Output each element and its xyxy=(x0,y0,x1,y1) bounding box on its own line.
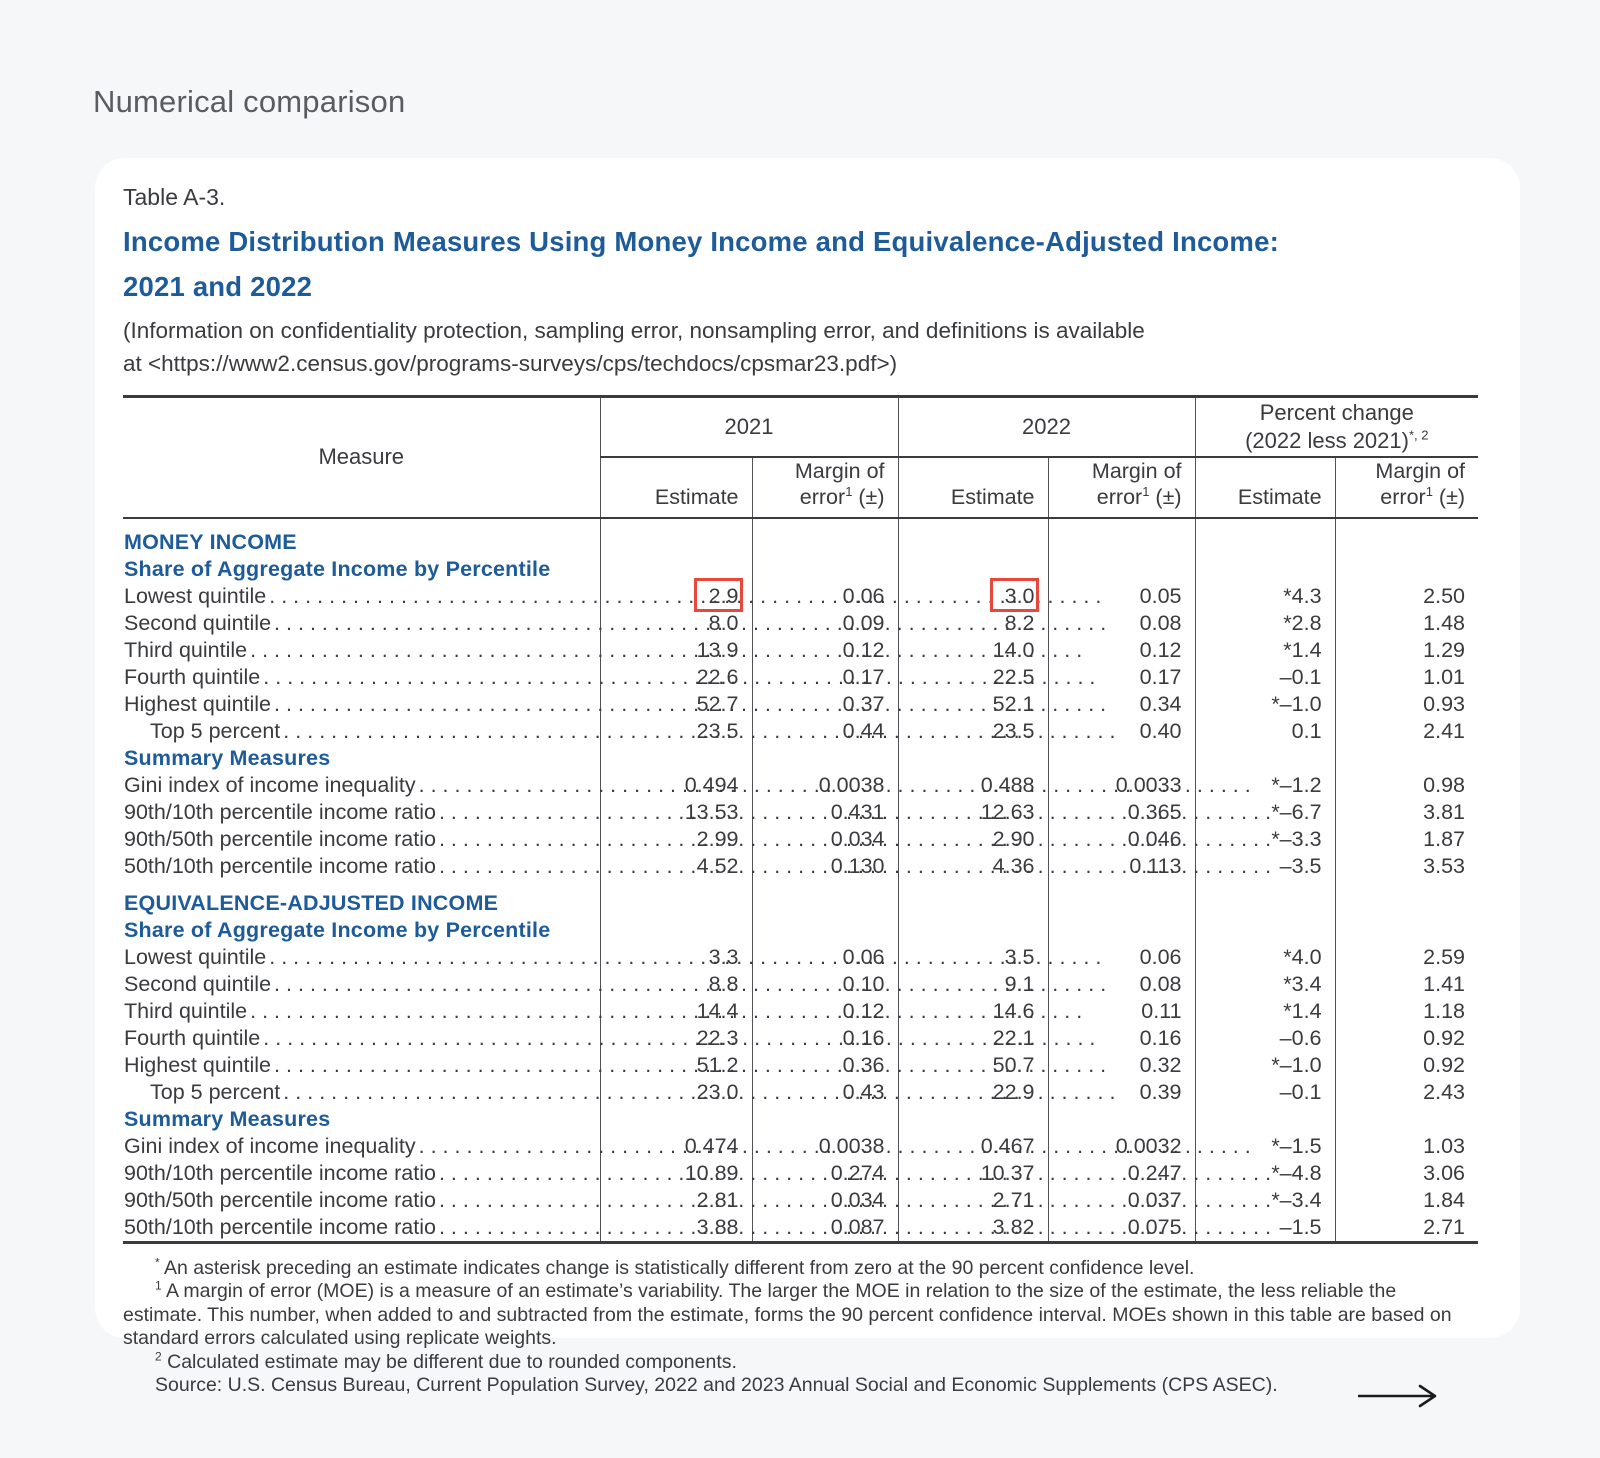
value-cell: 1.29 xyxy=(1335,637,1478,664)
footnotes xyxy=(123,1257,1478,1398)
value-cell: *2.8 xyxy=(1195,610,1335,637)
value-cell: 0.06 xyxy=(752,583,898,610)
value-cell: 0.39 xyxy=(1048,1079,1195,1106)
value-cell: 3.3 xyxy=(600,944,752,971)
row-label: Gini index of income inequality ..... xyxy=(123,1133,600,1160)
leader-dots xyxy=(439,1187,596,1214)
value-cell xyxy=(600,745,752,772)
value-cell: 2.41 xyxy=(1335,718,1478,745)
col-group-2022: 2022 xyxy=(898,397,1195,457)
col-header-estimate-change: Estimate xyxy=(1195,457,1335,518)
row-label: Top 5 percent ..... xyxy=(123,1079,600,1106)
value-cell: –0.1 xyxy=(1195,664,1335,691)
table-row xyxy=(123,664,1478,691)
value-cell: 0.0032 xyxy=(1048,1133,1195,1160)
value-cell: 12.63 xyxy=(898,799,1048,826)
row-label: MONEY INCOME xyxy=(124,529,297,554)
value-cell xyxy=(600,1106,752,1133)
table-row xyxy=(123,853,1478,880)
leader-dots xyxy=(439,1214,596,1241)
leader-dots xyxy=(250,998,595,1025)
value-cell: 8.0 xyxy=(600,610,752,637)
value-cell: 4.36 xyxy=(898,853,1048,880)
value-cell: *–1.2 xyxy=(1195,772,1335,799)
value-cell xyxy=(898,745,1048,772)
value-cell: 0.11 xyxy=(1048,998,1195,1025)
value-cell: *–1.5 xyxy=(1195,1133,1335,1160)
value-cell xyxy=(1048,917,1195,944)
value-cell: 0.0038 xyxy=(752,1133,898,1160)
value-cell: 0.1 xyxy=(1195,718,1335,745)
table-row xyxy=(123,799,1478,826)
value-cell: 4.52 xyxy=(600,853,752,880)
value-cell: 0.12 xyxy=(1048,637,1195,664)
value-cell xyxy=(1335,556,1478,583)
col-header-moe-2021: Margin of error$^1$ (±) xyxy=(752,457,898,518)
table-row xyxy=(123,826,1478,853)
value-cell: *–6.7 xyxy=(1195,799,1335,826)
row-label: Lowest quintile ..... xyxy=(123,944,600,971)
value-cell: *1.4 xyxy=(1195,637,1335,664)
value-cell: 14.4 xyxy=(600,998,752,1025)
value-cell: 0.0038 xyxy=(752,772,898,799)
value-cell: 1.01 xyxy=(1335,664,1478,691)
value-cell xyxy=(898,518,1048,556)
value-cell: 0.06 xyxy=(1048,944,1195,971)
footnote-asterisk: * An asterisk preceding an estimate indicates change is statistically different from zero at the 90 percent confidence level. xyxy=(155,1255,1195,1279)
value-cell: 3.88 xyxy=(600,1214,752,1243)
value-cell: 0.32 xyxy=(1048,1052,1195,1079)
value-cell: 22.9 xyxy=(898,1079,1048,1106)
row-label: Third quintile ..... xyxy=(123,998,600,1025)
percent-change-line2: (2022 less 2021)$^{*, 2}$ xyxy=(1245,427,1429,453)
value-cell: 0.494 xyxy=(600,772,752,799)
value-cell: –0.1 xyxy=(1195,1079,1335,1106)
value-cell: 0.087 xyxy=(752,1214,898,1243)
value-cell: 1.48 xyxy=(1335,610,1478,637)
value-cell: 14.6 xyxy=(898,998,1048,1025)
value-cell: 0.431 xyxy=(752,799,898,826)
table-row xyxy=(123,944,1478,971)
value-cell: 0.34 xyxy=(1048,691,1195,718)
value-cell: 0.365 xyxy=(1048,799,1195,826)
section-row xyxy=(123,880,1478,917)
value-cell: 52.7 xyxy=(600,691,752,718)
leader-dots xyxy=(439,1160,596,1187)
value-cell: –0.6 xyxy=(1195,1025,1335,1052)
row-label: Second quintile ..... xyxy=(123,971,600,998)
row-label: Share of Aggregate Income by Percentile xyxy=(124,556,551,581)
value-cell: 1.03 xyxy=(1335,1133,1478,1160)
table-row xyxy=(123,1187,1478,1214)
value-cell: 3.81 xyxy=(1335,799,1478,826)
value-cell: 13.9 xyxy=(600,637,752,664)
row-label: Third quintile ..... xyxy=(123,637,600,664)
value-cell xyxy=(752,1106,898,1133)
value-cell: 0.16 xyxy=(1048,1025,1195,1052)
value-cell: *–3.4 xyxy=(1195,1187,1335,1214)
value-cell: *–1.0 xyxy=(1195,691,1335,718)
value-cell: 0.16 xyxy=(752,1025,898,1052)
leader-dots xyxy=(263,1025,595,1052)
col-header-moe-change: Margin of error$^1$ (±) xyxy=(1335,457,1478,518)
value-cell: 22.6 xyxy=(600,664,752,691)
table-row xyxy=(123,583,1478,610)
percent-change-line1: Percent change xyxy=(1259,399,1414,425)
table-row xyxy=(123,1052,1478,1079)
col-header-measure: Measure xyxy=(123,397,600,518)
page-title: Numerical comparison xyxy=(93,84,406,119)
table-number: Table A-3. xyxy=(123,184,226,210)
value-cell: 2.71 xyxy=(898,1187,1048,1214)
row-label: 90th/10th percentile income ratio ..... xyxy=(123,1160,600,1187)
table-title xyxy=(123,219,1520,309)
value-cell: 0.037 xyxy=(1048,1187,1195,1214)
value-cell xyxy=(600,518,752,556)
subsection-row xyxy=(123,917,1478,944)
row-label: Second quintile ..... xyxy=(123,610,600,637)
col-header-estimate-2022: Estimate xyxy=(898,457,1048,518)
row-label: Top 5 percent ..... xyxy=(123,718,600,745)
value-cell xyxy=(1048,745,1195,772)
row-label: Summary Measures xyxy=(124,745,331,770)
row-label: Lowest quintile ..... xyxy=(123,583,600,610)
table-title-line1: Income Distribution Measures Using Money Income and Equivalence-Adjusted Income: xyxy=(123,226,1279,257)
value-cell: 0.40 xyxy=(1048,718,1195,745)
value-cell: 0.467 xyxy=(898,1133,1048,1160)
subsection-row xyxy=(123,556,1478,583)
row-label: Summary Measures xyxy=(124,1106,331,1131)
highlight-box: 3.0 xyxy=(1004,583,1035,608)
value-cell xyxy=(1335,1106,1478,1133)
value-cell: 0.488 xyxy=(898,772,1048,799)
leader-dots xyxy=(274,1052,595,1079)
value-cell: 0.075 xyxy=(1048,1214,1195,1243)
value-cell: 0.034 xyxy=(752,1187,898,1214)
value-cell: 2.71 xyxy=(1335,1214,1478,1243)
value-cell: 0.10 xyxy=(752,971,898,998)
table-note-line1: (Information on confidentiality protection, sampling error, nonsampling error, and definitions is available xyxy=(123,318,1145,343)
value-cell: 2.90 xyxy=(898,826,1048,853)
value-cell xyxy=(752,745,898,772)
leader-dots xyxy=(419,772,596,799)
value-cell xyxy=(1335,880,1478,917)
value-cell: 0.0033 xyxy=(1048,772,1195,799)
value-cell: 0.43 xyxy=(752,1079,898,1106)
footnote-source: Source: U.S. Census Bureau, Current Population Survey, 2022 and 2023 Annual Social and Economic Supplements (CPS ASEC). xyxy=(155,1374,1278,1396)
footnote-1: $^1$ A margin of error (MOE) is a measure of an estimate’s variability. The larger the MOE in relation to the size of the estimate, the less reliable the estimate. This number, when added to and subtracted from the estimate, forms the 90 percent confidence interval. MOEs shown in this table are based on standard errors calculated using replicate weights. xyxy=(123,1278,1452,1349)
leader-dots xyxy=(274,610,595,637)
table-row xyxy=(123,1160,1478,1187)
leader-dots xyxy=(269,944,595,971)
row-label: Highest quintile ..... xyxy=(123,1052,600,1079)
value-cell: 10.89 xyxy=(600,1160,752,1187)
value-cell: 0.17 xyxy=(752,664,898,691)
value-cell xyxy=(1195,518,1335,556)
value-cell: 1.18 xyxy=(1335,998,1478,1025)
row-label: EQUIVALENCE-ADJUSTED INCOME xyxy=(124,890,499,915)
value-cell xyxy=(1335,518,1478,556)
value-cell xyxy=(898,917,1048,944)
value-cell: 2.43 xyxy=(1335,1079,1478,1106)
row-label: Highest quintile ..... xyxy=(123,691,600,718)
table-row xyxy=(123,718,1478,745)
leader-dots xyxy=(274,691,595,718)
value-cell: *4.3 xyxy=(1195,583,1335,610)
value-cell: 0.17 xyxy=(1048,664,1195,691)
value-cell xyxy=(752,880,898,917)
value-cell: 13.53 xyxy=(600,799,752,826)
value-cell: 10.37 xyxy=(898,1160,1048,1187)
row-label: Gini index of income inequality ..... xyxy=(123,772,600,799)
section-row xyxy=(123,518,1478,556)
value-cell: 0.44 xyxy=(752,718,898,745)
value-cell xyxy=(1048,556,1195,583)
value-cell xyxy=(1195,556,1335,583)
col-group-percent-change xyxy=(1195,397,1478,457)
leader-dots xyxy=(250,637,595,664)
value-cell: *–4.8 xyxy=(1195,1160,1335,1187)
value-cell: 0.474 xyxy=(600,1133,752,1160)
value-cell xyxy=(600,917,752,944)
value-cell: 22.3 xyxy=(600,1025,752,1052)
leader-dots xyxy=(283,1079,595,1106)
table-title-line2: 2021 and 2022 xyxy=(123,271,313,302)
value-cell: 0.05 xyxy=(1048,583,1195,610)
value-cell xyxy=(1335,917,1478,944)
value-cell: 0.92 xyxy=(1335,1052,1478,1079)
value-cell xyxy=(600,880,752,917)
leader-dots xyxy=(269,583,595,610)
value-cell: 22.5 xyxy=(898,664,1048,691)
value-cell: 23.5 xyxy=(600,718,752,745)
table-row xyxy=(123,772,1478,799)
leader-dots xyxy=(283,718,595,745)
leader-dots xyxy=(274,971,595,998)
leader-dots xyxy=(439,826,596,853)
value-cell xyxy=(1195,917,1335,944)
value-cell: 0.06 xyxy=(752,944,898,971)
subsection-row xyxy=(123,1106,1478,1133)
table-row xyxy=(123,610,1478,637)
col-header-estimate-2021: Estimate xyxy=(600,457,752,518)
value-cell xyxy=(1195,1106,1335,1133)
value-cell: 0.08 xyxy=(1048,971,1195,998)
subsection-row xyxy=(123,745,1478,772)
value-cell xyxy=(1048,518,1195,556)
table-row xyxy=(123,1079,1478,1106)
value-cell xyxy=(1048,1106,1195,1133)
value-cell: 2.81 xyxy=(600,1187,752,1214)
next-arrow-icon[interactable] xyxy=(1356,1383,1442,1409)
value-cell: 0.130 xyxy=(752,853,898,880)
value-cell: –1.5 xyxy=(1195,1214,1335,1243)
footnote-2: $^2$ Calculated estimate may be different due to rounded components. xyxy=(155,1349,737,1373)
row-label: Share of Aggregate Income by Percentile xyxy=(124,917,551,942)
value-cell xyxy=(1048,880,1195,917)
value-cell xyxy=(1195,745,1335,772)
table-note xyxy=(123,314,1520,380)
value-cell: –3.5 xyxy=(1195,853,1335,880)
table-row xyxy=(123,637,1478,664)
value-cell: 3.53 xyxy=(1335,853,1478,880)
value-cell xyxy=(752,556,898,583)
table-row xyxy=(123,1133,1478,1160)
table-card xyxy=(95,158,1520,1396)
value-cell: 3.5 xyxy=(898,944,1048,971)
value-cell: 0.36 xyxy=(752,1052,898,1079)
value-cell: 0.113 xyxy=(1048,853,1195,880)
value-cell xyxy=(898,880,1048,917)
value-cell: 1.84 xyxy=(1335,1187,1478,1214)
row-label: Fourth quintile ..... xyxy=(123,664,600,691)
table-note-line2: at <https://www2.census.gov/programs-surveys/cps/techdocs/cpsmar23.pdf>) xyxy=(123,351,898,376)
value-cell: 23.5 xyxy=(898,718,1048,745)
leader-dots xyxy=(263,664,595,691)
value-cell: 8.2 xyxy=(898,610,1048,637)
value-cell: 50.7 xyxy=(898,1052,1048,1079)
col-group-2021: 2021 xyxy=(600,397,898,457)
value-cell xyxy=(752,917,898,944)
value-cell xyxy=(1195,880,1335,917)
table-row xyxy=(123,1025,1478,1052)
value-cell: 0.247 xyxy=(1048,1160,1195,1187)
value-cell: 0.09 xyxy=(752,610,898,637)
table-row xyxy=(123,691,1478,718)
value-cell: 51.2 xyxy=(600,1052,752,1079)
value-cell: 0.08 xyxy=(1048,610,1195,637)
value-cell xyxy=(1335,745,1478,772)
value-cell: 0.92 xyxy=(1335,1025,1478,1052)
row-label: 50th/10th percentile income ratio ..... xyxy=(123,1214,600,1243)
value-cell: 8.8 xyxy=(600,971,752,998)
row-label: 90th/50th percentile income ratio ..... xyxy=(123,826,600,853)
table-row xyxy=(123,971,1478,998)
row-label: 90th/10th percentile income ratio ..... xyxy=(123,799,600,826)
income-distribution-table xyxy=(123,395,1478,1244)
value-cell: 9.1 xyxy=(898,971,1048,998)
group-header-row xyxy=(123,397,1478,457)
value-cell: 0.12 xyxy=(752,637,898,664)
leader-dots xyxy=(439,853,596,880)
table-row xyxy=(123,998,1478,1025)
col-header-moe-2022: Margin of error$^1$ (±) xyxy=(1048,457,1195,518)
highlight-box: 2.9 xyxy=(708,583,739,608)
row-label: 90th/50th percentile income ratio ..... xyxy=(123,1187,600,1214)
value-cell: 3.82 xyxy=(898,1214,1048,1243)
value-cell: 22.1 xyxy=(898,1025,1048,1052)
leader-dots xyxy=(439,799,596,826)
value-cell: 0.93 xyxy=(1335,691,1478,718)
value-cell xyxy=(898,1106,1048,1133)
row-label: 50th/10th percentile income ratio ..... xyxy=(123,853,600,880)
value-cell: 1.87 xyxy=(1335,826,1478,853)
value-cell: 23.0 xyxy=(600,1079,752,1106)
value-cell: *3.4 xyxy=(1195,971,1335,998)
value-cell: *–1.0 xyxy=(1195,1052,1335,1079)
value-cell: 2.99 xyxy=(600,826,752,853)
value-cell: 52.1 xyxy=(898,691,1048,718)
value-cell: 3.06 xyxy=(1335,1160,1478,1187)
value-cell: 0.98 xyxy=(1335,772,1478,799)
value-cell: *1.4 xyxy=(1195,998,1335,1025)
value-cell: 2.59 xyxy=(1335,944,1478,971)
value-cell: 0.12 xyxy=(752,998,898,1025)
value-cell: 1.41 xyxy=(1335,971,1478,998)
table-row xyxy=(123,1214,1478,1243)
value-cell xyxy=(752,518,898,556)
value-cell: 2.50 xyxy=(1335,583,1478,610)
value-cell: 0.046 xyxy=(1048,826,1195,853)
value-cell: *–3.3 xyxy=(1195,826,1335,853)
value-cell: 14.0 xyxy=(898,637,1048,664)
value-cell: 0.274 xyxy=(752,1160,898,1187)
value-cell: *4.0 xyxy=(1195,944,1335,971)
row-label: Fourth quintile ..... xyxy=(123,1025,600,1052)
value-cell: 0.034 xyxy=(752,826,898,853)
value-cell: 0.37 xyxy=(752,691,898,718)
leader-dots xyxy=(419,1133,596,1160)
